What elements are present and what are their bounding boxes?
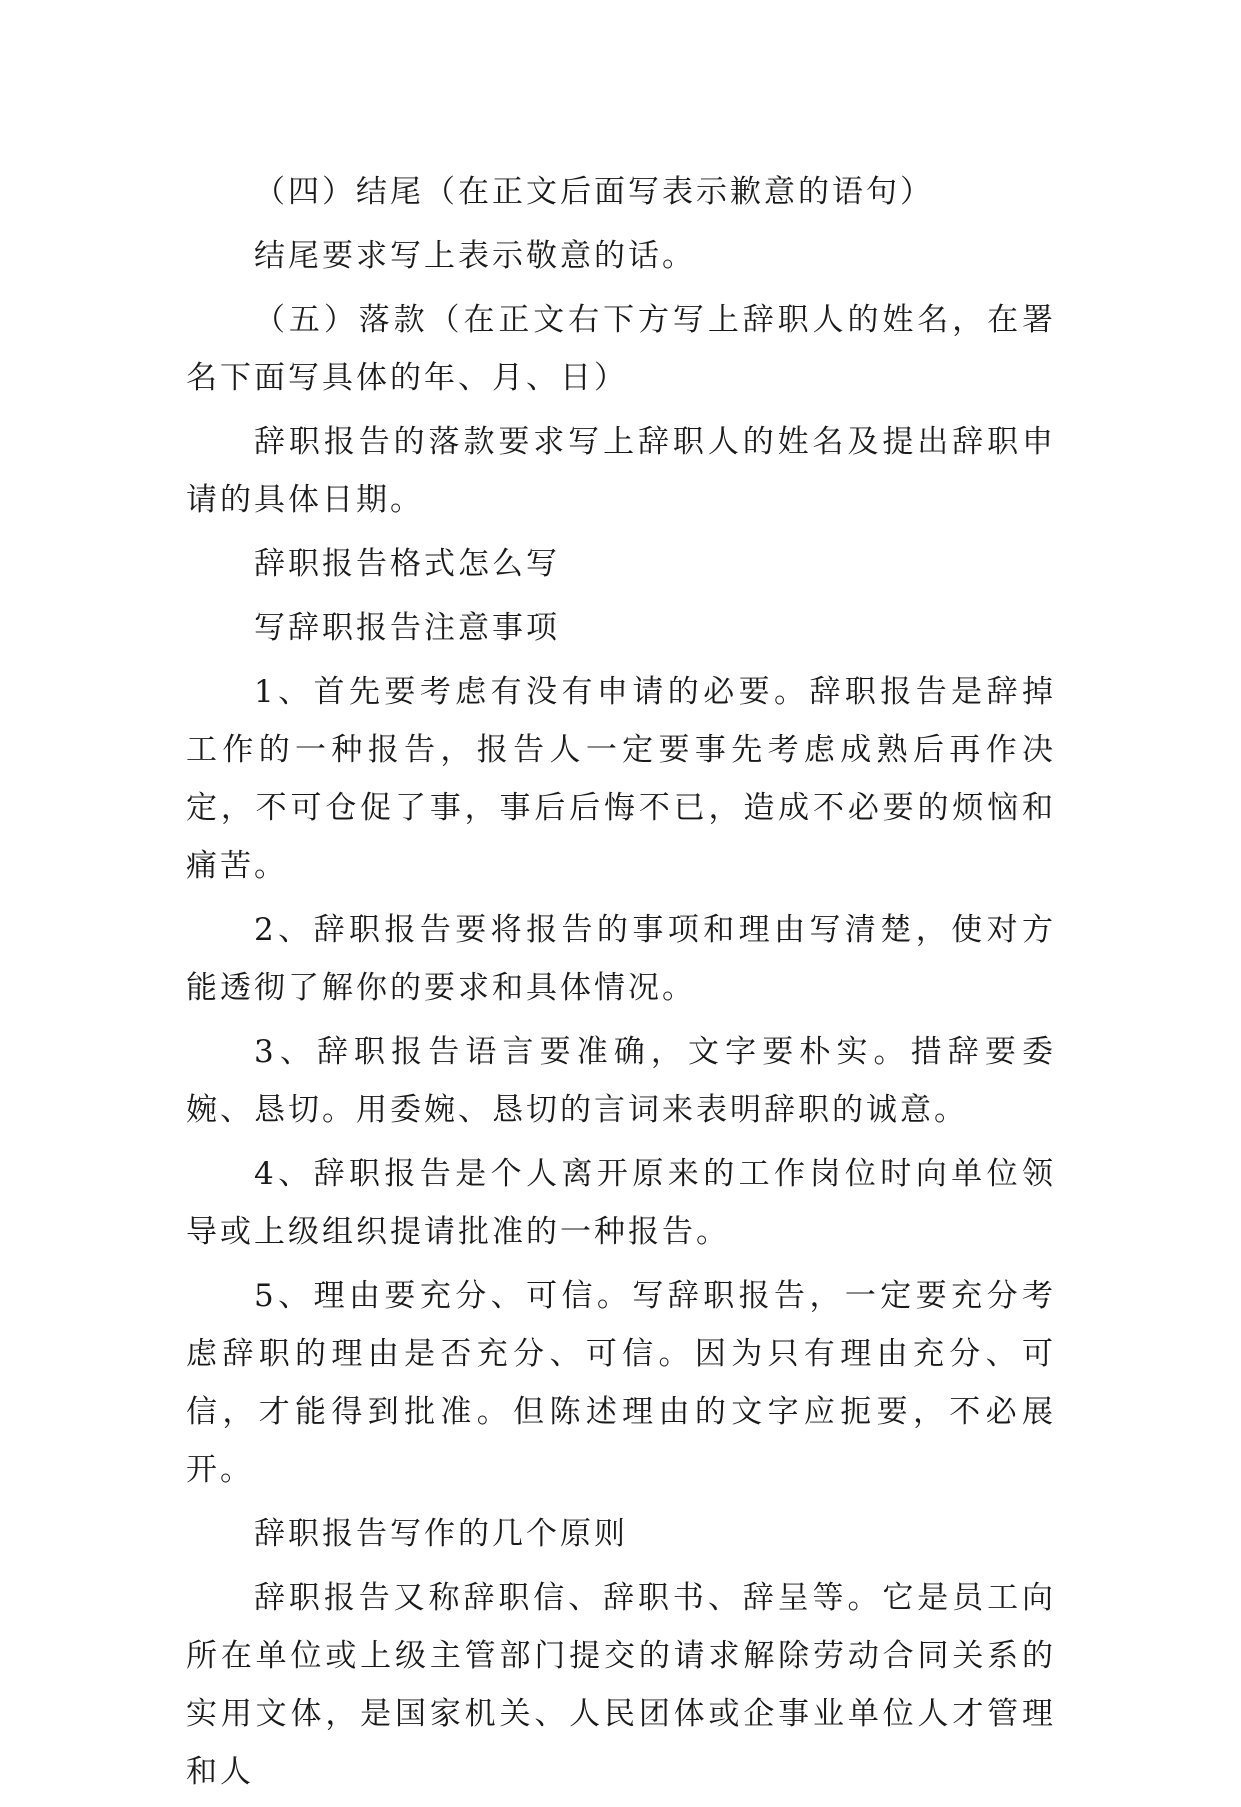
paragraph-signature-text: 辞职报告的落款要求写上辞职人的姓名及提出辞职申请的具体日期。: [186, 424, 1056, 518]
paragraph-notes-title: 写辞职报告注意事项: [254, 610, 560, 646]
document-body: [186, 163, 1056, 1807]
paragraph-signature-heading: （五）落款（在正文右下方写上辞职人的姓名，在署名下面写具体的年、月、日）: [186, 302, 1056, 396]
paragraph-note-4: 4、辞职报告是个人离开原来的工作岗位时向单位领导或上级组织提请批准的一种报告。: [186, 1156, 1056, 1250]
paragraph-note-5: 5、理由要充分、可信。写辞职报告，一定要充分考虑辞职的理由是否充分、可信。因为只有理由充分、可信，才能得到批准。但陈述理由的文字应扼要，不必展开。: [186, 1278, 1056, 1488]
paragraph-principles-title: 辞职报告写作的几个原则: [254, 1516, 628, 1552]
paragraph-note-1: 1、首先要考虑有没有申请的必要。辞职报告是辞掉工作的一种报告，报告人一定要事先考虑成熟后再作决定，不可仓促了事，事后后悔不已，造成不必要的烦恼和痛苦。: [186, 674, 1056, 884]
paragraph-ending-text: 结尾要求写上表示敬意的话。: [254, 238, 696, 274]
paragraph-principles-text: 辞职报告又称辞职信、辞职书、辞呈等。它是员工向所在单位或上级主管部门提交的请求解除劳动合同关系的实用文体，是国家机关、人民团体或企事业单位人才管理和人: [186, 1580, 1056, 1790]
paragraph-format-title: 辞职报告格式怎么写: [254, 546, 560, 582]
paragraph-note-2: 2、辞职报告要将报告的事项和理由写清楚，使对方能透彻了解你的要求和具体情况。: [186, 912, 1056, 1006]
paragraph-ending-heading: （四）结尾（在正文后面写表示歉意的语句）: [254, 174, 934, 210]
paragraph-note-3: 3、辞职报告语言要准确，文字要朴实。措辞要委婉、恳切。用委婉、恳切的言词来表明辞职的诚意。: [186, 1034, 1056, 1128]
